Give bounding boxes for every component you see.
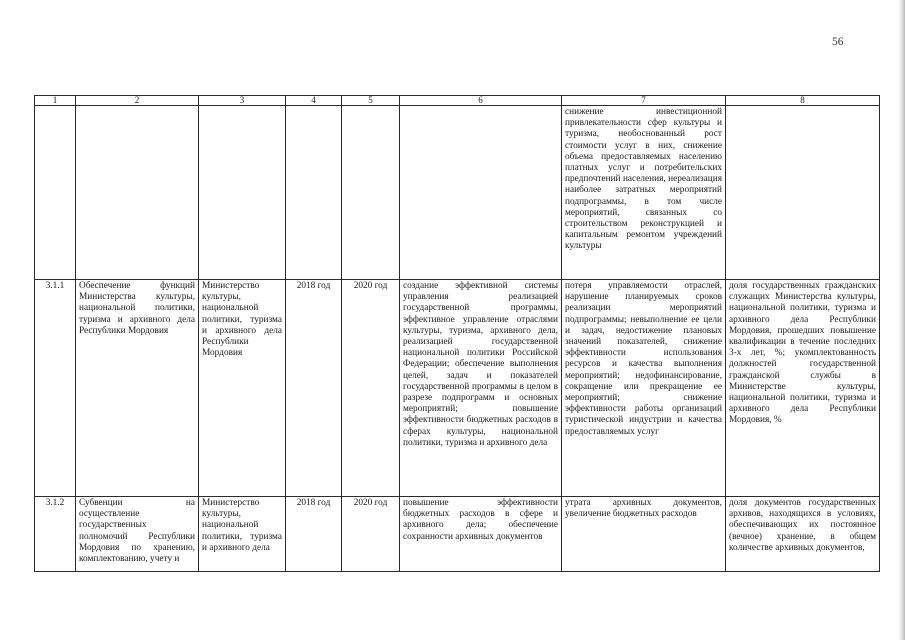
header-col-7: 7 (562, 96, 726, 106)
non-implementation-risks: потеря управляемости отраслей, нарушение планируемых сроков реализации мероприятий подпрограммы; невыполнение ее цели и задач, недостижение плановых значений показателей, снижение эффективности использования ресурсов и качества выполнения мероприятий; недофинансирование, сокращение или прекращение ее мероприятий; снижение эффективности работы организаций туристической индустрии и качества предоставляемых услуг (562, 280, 726, 497)
header-col-3: 3 (199, 96, 286, 106)
row-number: 3.1.1 (35, 280, 76, 497)
measure-name (76, 106, 199, 280)
header-col-1: 1 (35, 96, 76, 106)
header-row (35, 96, 880, 106)
linked-indicators (726, 106, 880, 280)
end-year: 2020 год (342, 280, 400, 497)
header-col-8: 8 (726, 96, 880, 106)
executor: Министерство культуры, национальной политики, туризма и архивного дела (199, 497, 286, 572)
linked-indicators: доля государственных гражданских служащих Министерства культуры, национальной политики, туризма и архивного дела Республики Мордовия, прошедших повышение квалификации в течение последних 3-х лет, %; укомплектованность должностей государственной гражданской службы в Министерстве культуры, национальной политики, туризма и архивного дела Республики Мордовия, % (726, 280, 880, 497)
header-col-2: 2 (76, 96, 199, 106)
table-row (35, 497, 880, 572)
start-year: 2018 год (286, 497, 342, 572)
start-year: 2018 год (286, 280, 342, 497)
page-number: 56 (832, 36, 844, 48)
end-year (342, 106, 400, 280)
header-col-6: 6 (400, 96, 562, 106)
non-implementation-risks: утрата архивных документов, увеличение бюджетных расходов (562, 497, 726, 572)
scan-edge-shadow (898, 0, 905, 640)
start-year (286, 106, 342, 280)
header-col-4: 4 (286, 96, 342, 106)
measure-name: Субвенции на осуществление государственных полномочий Республики Мордовия по хранению, комплектованию, учету и (76, 497, 199, 572)
table-row (35, 106, 880, 280)
row-number: 3.1.2 (35, 497, 76, 572)
executor: Министерство культуры, национальной политики, туризма и архивного дела Республики Мордовия (199, 280, 286, 497)
linked-indicators: доля документов государственных архивов, находящихся в условиях, обеспечивающих их постоянное (вечное) хранение, в общем количестве архивных документов, (726, 497, 880, 572)
end-year: 2020 год (342, 497, 400, 572)
row-number (35, 106, 76, 280)
measure-name: Обеспечение функций Министерства культуры, национальной политики, туризма и архивного дела Республики Мордовия (76, 280, 199, 497)
plan-table (34, 95, 880, 572)
header-col-5: 5 (342, 96, 400, 106)
expected-result: повышение эффективности бюджетных расходов в сфере и архивного дела; обеспечение сохранности архивных документов (400, 497, 562, 572)
non-implementation-risks: снижение инвестиционной привлекательности сфер культуры и туризма, необоснованный рост стоимости услуг в них, снижение объема предоставляемых населению платных услуг и потребительских предпочтений населения, нереализация наиболее затратных мероприятий подпрограммы, в том числе мероприятий, связанных со строительством реконструкцией и капитальным ремонтом учреждений культуры (562, 106, 726, 280)
expected-result (400, 106, 562, 280)
expected-result: создание эффективной системы управления реализацией государственной программы, эффективное управление отраслями культуры, туризма, архивного дела, реализацией государственной национальной политики Российской Федерации; обеспечение выполнения целей, задач и показателей государственной программы в целом в разрезе подпрограмм и основных мероприятий; повышение эффективности бюджетных расходов в сферах культуры, национальной политики, туризма и архивного дела (400, 280, 562, 497)
executor (199, 106, 286, 280)
table-row (35, 280, 880, 497)
